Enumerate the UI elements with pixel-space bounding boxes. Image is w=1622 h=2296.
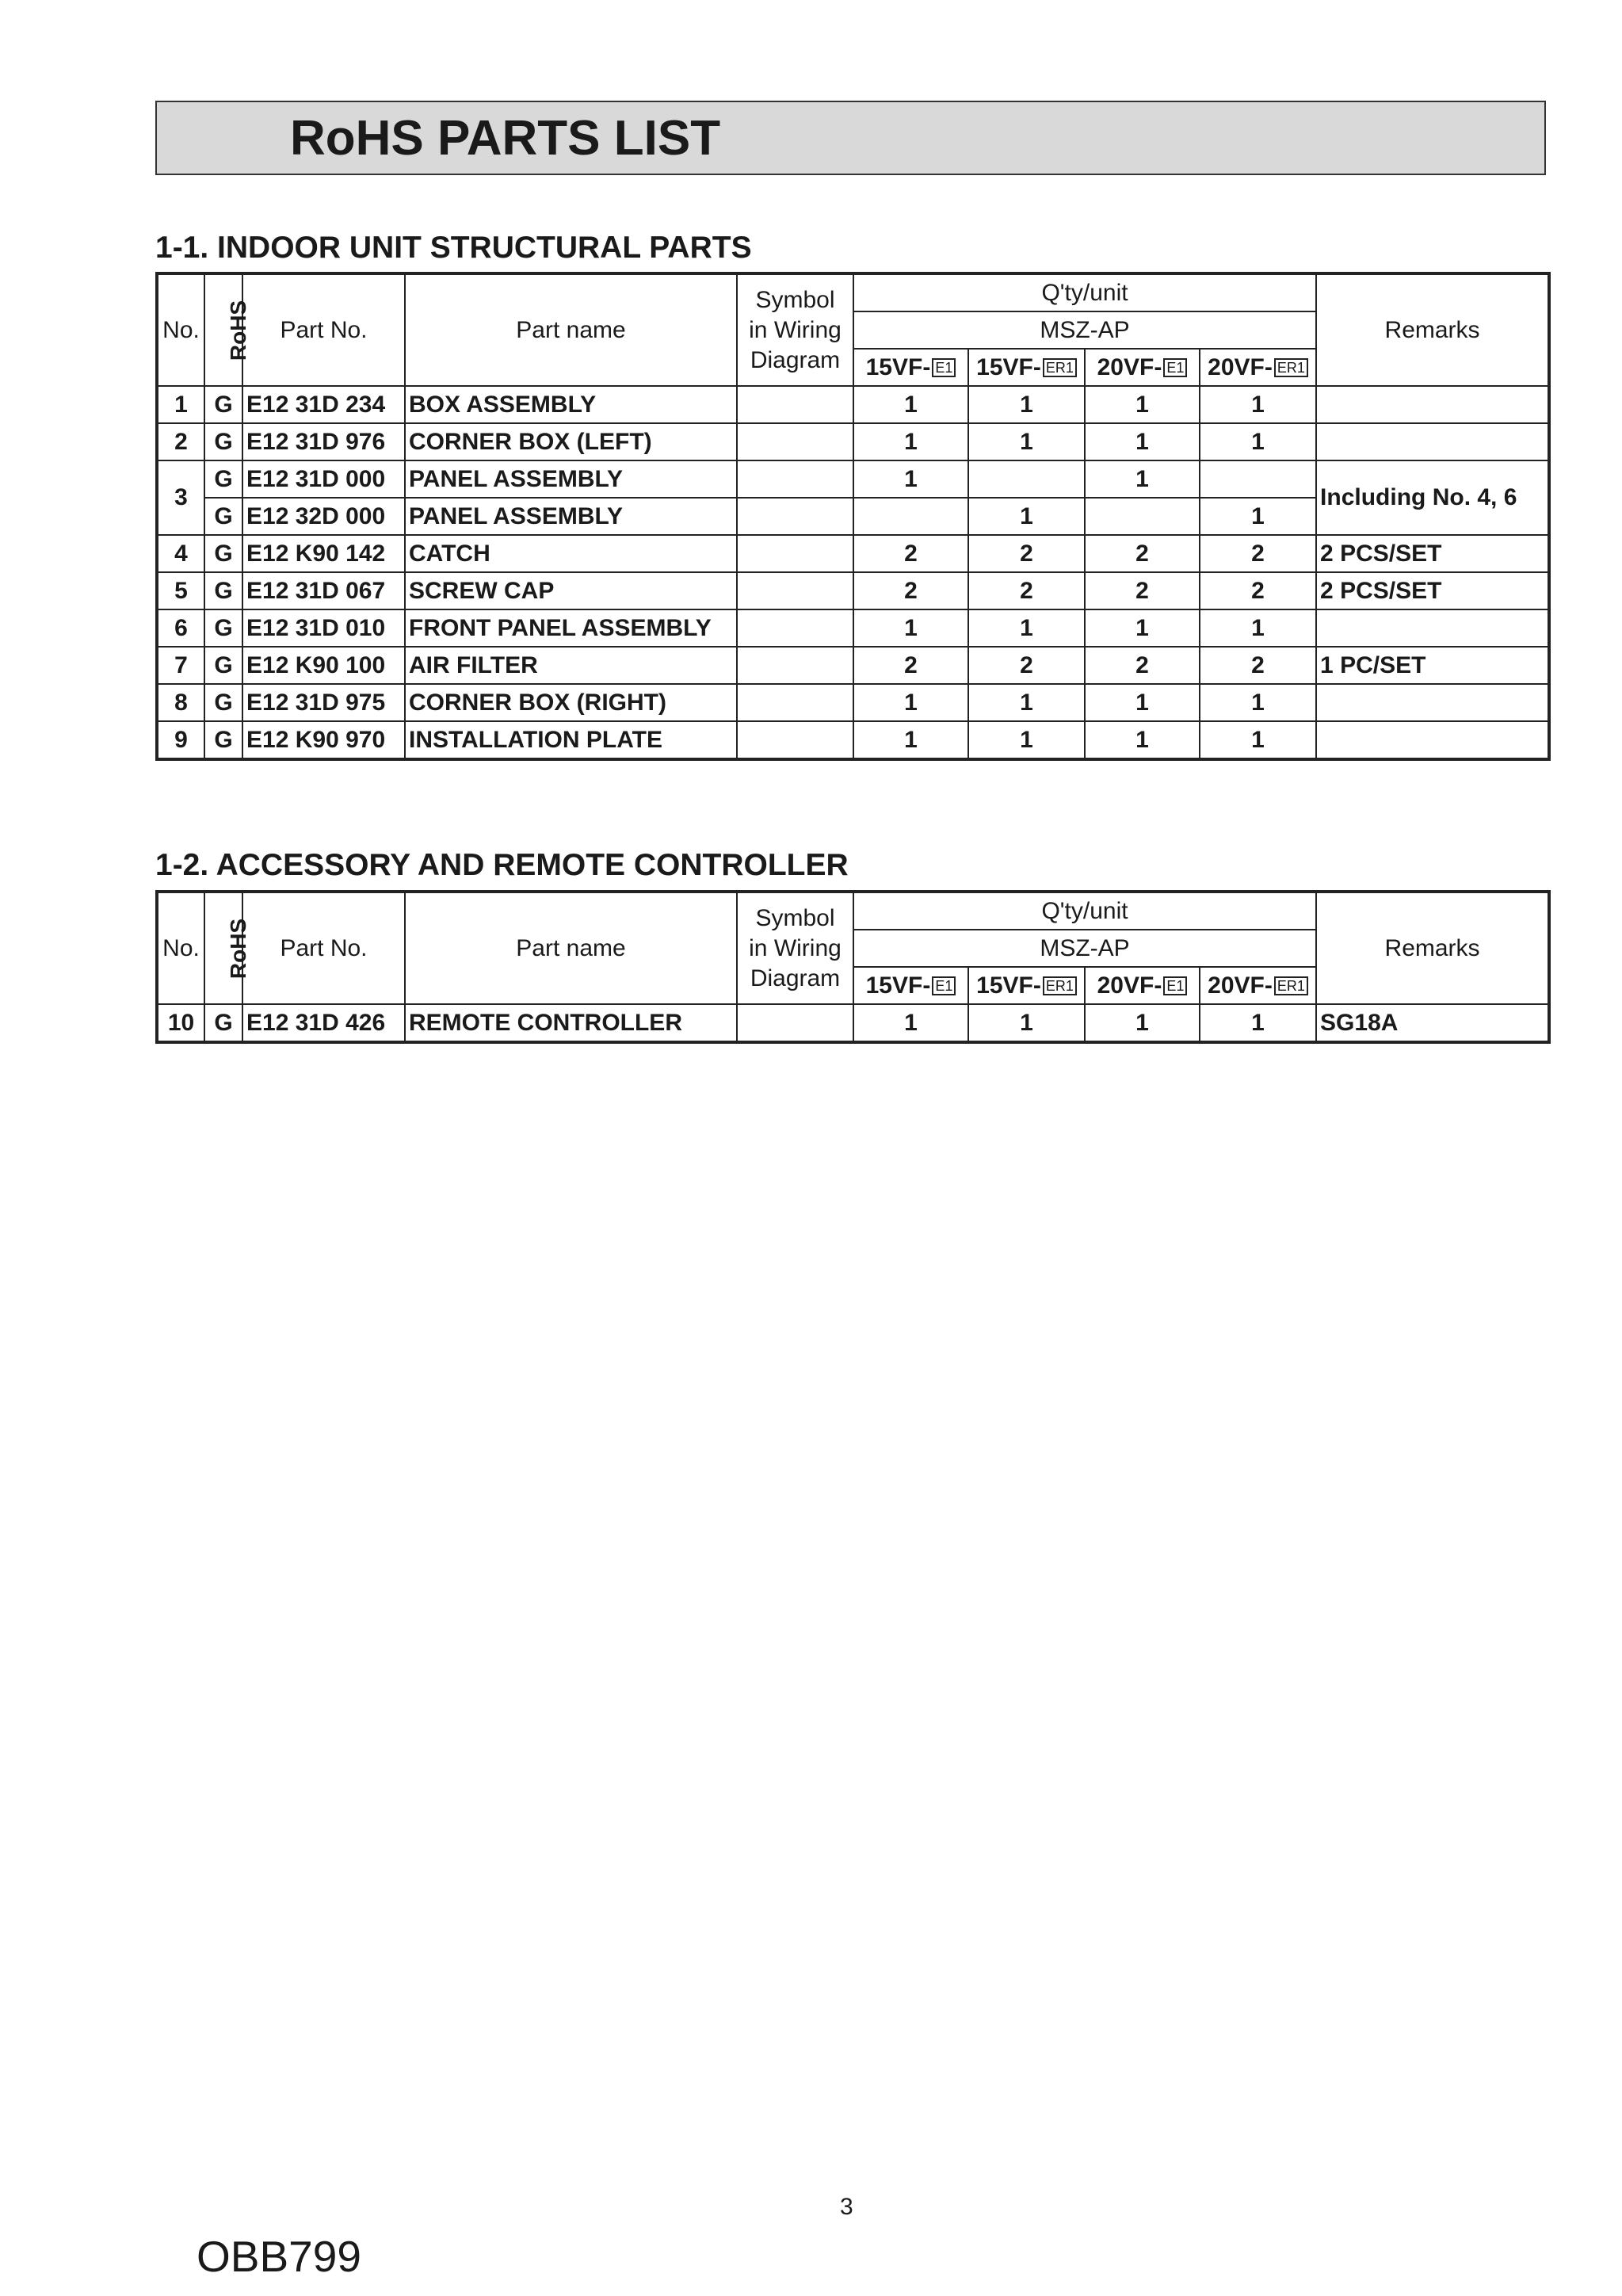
table-row bbox=[157, 535, 1549, 572]
cell-no: 8 bbox=[157, 684, 204, 721]
cell-symbol bbox=[737, 498, 853, 535]
header-no: No. bbox=[157, 892, 204, 1004]
variant-header: 20VF- ER1 bbox=[1200, 349, 1316, 386]
cell-part-no: E12 32D 000 bbox=[242, 498, 405, 535]
cell-part-no: E12 K90 970 bbox=[242, 721, 405, 759]
cell-qty bbox=[968, 460, 1085, 498]
cell-part-name: PANEL ASSEMBLY bbox=[405, 460, 737, 498]
cell-rohs: G bbox=[204, 572, 242, 609]
cell-part-no: E12 31D 067 bbox=[242, 572, 405, 609]
cell-qty: 1 bbox=[853, 423, 968, 460]
cell-qty: 1 bbox=[968, 721, 1085, 759]
table-row bbox=[157, 609, 1549, 647]
cell-rohs: G bbox=[204, 721, 242, 759]
cell-no: 5 bbox=[157, 572, 204, 609]
cell-symbol bbox=[737, 423, 853, 460]
cell-no: 1 bbox=[157, 386, 204, 423]
cell-qty: 1 bbox=[1200, 1004, 1316, 1042]
cell-remarks: 1 PC/SET bbox=[1316, 647, 1549, 684]
cell-part-no: E12 31D 234 bbox=[242, 386, 405, 423]
cell-symbol bbox=[737, 460, 853, 498]
cell-qty: 2 bbox=[853, 647, 968, 684]
cell-rohs: G bbox=[204, 609, 242, 647]
cell-qty: 2 bbox=[853, 572, 968, 609]
cell-qty: 1 bbox=[1085, 460, 1200, 498]
cell-qty: 1 bbox=[968, 684, 1085, 721]
cell-qty: 2 bbox=[1085, 572, 1200, 609]
cell-qty: 1 bbox=[968, 498, 1085, 535]
table-row bbox=[157, 386, 1549, 423]
variant-header: 15VF- ER1 bbox=[968, 349, 1085, 386]
cell-qty bbox=[853, 498, 968, 535]
page-number: 3 bbox=[840, 2194, 853, 2220]
cell-qty bbox=[1085, 498, 1200, 535]
cell-qty: 2 bbox=[1200, 535, 1316, 572]
cell-no: 4 bbox=[157, 535, 204, 572]
variant-header: 15VF- E1 bbox=[853, 349, 968, 386]
cell-qty: 1 bbox=[968, 609, 1085, 647]
cell-part-no: E12 31D 000 bbox=[242, 460, 405, 498]
cell-remarks bbox=[1316, 609, 1549, 647]
cell-part-name: PANEL ASSEMBLY bbox=[405, 498, 737, 535]
cell-no: 3 bbox=[157, 460, 204, 535]
cell-part-no: E12 31D 010 bbox=[242, 609, 405, 647]
cell-part-name: SCREW CAP bbox=[405, 572, 737, 609]
cell-qty: 1 bbox=[1085, 423, 1200, 460]
cell-qty: 2 bbox=[1200, 647, 1316, 684]
header-part-name: Part name bbox=[405, 273, 737, 386]
cell-part-no: E12 K90 100 bbox=[242, 647, 405, 684]
cell-qty: 2 bbox=[968, 535, 1085, 572]
cell-part-name: REMOTE CONTROLLER bbox=[405, 1004, 737, 1042]
cell-part-name: FRONT PANEL ASSEMBLY bbox=[405, 609, 737, 647]
cell-qty: 1 bbox=[1200, 386, 1316, 423]
header-no: No. bbox=[157, 273, 204, 386]
cell-part-name: CORNER BOX (RIGHT) bbox=[405, 684, 737, 721]
cell-qty: 1 bbox=[968, 423, 1085, 460]
cell-qty: 2 bbox=[1200, 572, 1316, 609]
cell-remarks bbox=[1316, 423, 1549, 460]
indoor-unit-parts-table bbox=[155, 272, 1551, 761]
cell-part-no: E12 K90 142 bbox=[242, 535, 405, 572]
accessory-parts-table bbox=[155, 890, 1551, 1044]
variant-header: 20VF- E1 bbox=[1085, 967, 1200, 1004]
cell-symbol bbox=[737, 386, 853, 423]
cell-qty: 1 bbox=[968, 386, 1085, 423]
cell-remarks: Including No. 4, 6 bbox=[1316, 460, 1549, 535]
cell-remarks: SG18A bbox=[1316, 1004, 1549, 1042]
cell-symbol bbox=[737, 647, 853, 684]
cell-part-name: AIR FILTER bbox=[405, 647, 737, 684]
cell-qty: 1 bbox=[853, 386, 968, 423]
section-heading-indoor-unit: 1-1. INDOOR UNIT STRUCTURAL PARTS bbox=[155, 231, 752, 265]
table-row bbox=[157, 572, 1549, 609]
header-part-no: Part No. bbox=[242, 892, 405, 1004]
table-row bbox=[157, 684, 1549, 721]
cell-remarks bbox=[1316, 721, 1549, 759]
cell-part-no: E12 31D 975 bbox=[242, 684, 405, 721]
cell-no: 7 bbox=[157, 647, 204, 684]
cell-qty: 2 bbox=[968, 647, 1085, 684]
cell-qty: 1 bbox=[853, 721, 968, 759]
cell-qty: 1 bbox=[1085, 1004, 1200, 1042]
cell-symbol bbox=[737, 721, 853, 759]
page-title: RoHS PARTS LIST bbox=[290, 111, 721, 166]
cell-qty: 1 bbox=[853, 1004, 968, 1042]
table-row bbox=[157, 721, 1549, 759]
header-qty: Q'ty/unit bbox=[853, 273, 1316, 311]
header-qty: Q'ty/unit bbox=[853, 892, 1316, 930]
cell-qty: 1 bbox=[1200, 721, 1316, 759]
cell-part-name: CORNER BOX (LEFT) bbox=[405, 423, 737, 460]
cell-rohs: G bbox=[204, 386, 242, 423]
cell-rohs: G bbox=[204, 1004, 242, 1042]
cell-part-name: INSTALLATION PLATE bbox=[405, 721, 737, 759]
title-bar bbox=[155, 101, 1546, 175]
cell-qty: 1 bbox=[853, 609, 968, 647]
cell-part-no: E12 31D 976 bbox=[242, 423, 405, 460]
cell-qty: 1 bbox=[853, 684, 968, 721]
cell-rohs: G bbox=[204, 460, 242, 498]
cell-rohs: G bbox=[204, 498, 242, 535]
cell-part-name: CATCH bbox=[405, 535, 737, 572]
cell-symbol bbox=[737, 609, 853, 647]
document-code: OBB799 bbox=[197, 2232, 361, 2281]
cell-rohs: G bbox=[204, 684, 242, 721]
table-row bbox=[157, 647, 1549, 684]
cell-symbol bbox=[737, 535, 853, 572]
cell-rohs: G bbox=[204, 423, 242, 460]
table-row bbox=[157, 423, 1549, 460]
cell-rohs: G bbox=[204, 535, 242, 572]
cell-remarks bbox=[1316, 386, 1549, 423]
cell-part-name: BOX ASSEMBLY bbox=[405, 386, 737, 423]
cell-qty: 2 bbox=[1085, 535, 1200, 572]
cell-qty: 1 bbox=[1085, 609, 1200, 647]
variant-header: 15VF- ER1 bbox=[968, 967, 1085, 1004]
variant-header: 20VF- E1 bbox=[1085, 349, 1200, 386]
cell-remarks: 2 PCS/SET bbox=[1316, 572, 1549, 609]
cell-no: 6 bbox=[157, 609, 204, 647]
cell-qty: 1 bbox=[1085, 684, 1200, 721]
header-symbol: Symbol in Wiring Diagram bbox=[737, 892, 853, 1004]
cell-qty: 1 bbox=[1200, 423, 1316, 460]
header-part-no: Part No. bbox=[242, 273, 405, 386]
cell-qty bbox=[1200, 460, 1316, 498]
cell-qty: 2 bbox=[853, 535, 968, 572]
variant-header: 20VF- ER1 bbox=[1200, 967, 1316, 1004]
cell-symbol bbox=[737, 572, 853, 609]
table-row bbox=[157, 460, 1549, 498]
header-model: MSZ-AP bbox=[853, 311, 1316, 349]
header-remarks: Remarks bbox=[1316, 273, 1549, 386]
cell-qty: 1 bbox=[1085, 386, 1200, 423]
cell-no: 2 bbox=[157, 423, 204, 460]
cell-qty: 1 bbox=[1200, 498, 1316, 535]
cell-qty: 2 bbox=[1085, 647, 1200, 684]
header-rohs: RoHS bbox=[204, 273, 242, 386]
cell-qty: 1 bbox=[1200, 684, 1316, 721]
cell-qty: 2 bbox=[968, 572, 1085, 609]
cell-qty: 1 bbox=[1200, 609, 1316, 647]
cell-qty: 1 bbox=[853, 460, 968, 498]
cell-rohs: G bbox=[204, 647, 242, 684]
cell-no: 9 bbox=[157, 721, 204, 759]
cell-qty: 1 bbox=[968, 1004, 1085, 1042]
table-row bbox=[157, 1004, 1549, 1042]
header-part-name: Part name bbox=[405, 892, 737, 1004]
cell-remarks: 2 PCS/SET bbox=[1316, 535, 1549, 572]
section-heading-accessory: 1-2. ACCESSORY AND REMOTE CONTROLLER bbox=[155, 848, 849, 882]
cell-remarks bbox=[1316, 684, 1549, 721]
cell-symbol bbox=[737, 1004, 853, 1042]
cell-qty: 1 bbox=[1085, 721, 1200, 759]
header-remarks: Remarks bbox=[1316, 892, 1549, 1004]
header-model: MSZ-AP bbox=[853, 930, 1316, 967]
cell-symbol bbox=[737, 684, 853, 721]
header-symbol: Symbol in Wiring Diagram bbox=[737, 273, 853, 386]
header-rohs: RoHS bbox=[204, 892, 242, 1004]
variant-header: 15VF- E1 bbox=[853, 967, 968, 1004]
cell-part-no: E12 31D 426 bbox=[242, 1004, 405, 1042]
cell-no: 10 bbox=[157, 1004, 204, 1042]
